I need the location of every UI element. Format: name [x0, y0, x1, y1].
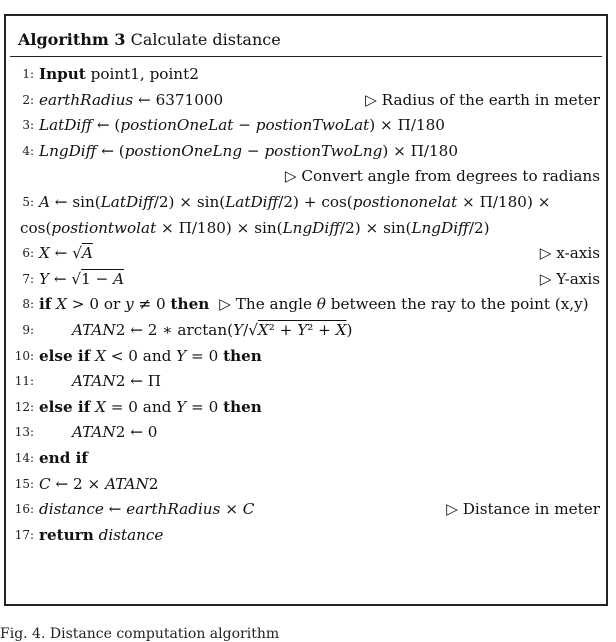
line-code: end if: [39, 448, 88, 467]
algorithm-line: [6, 139, 610, 165]
algorithm-line: [6, 497, 610, 523]
line-comment: ▷ Distance in meter: [446, 500, 600, 519]
algorithm-line: [6, 446, 610, 472]
line-code: A ← sin(LatDiff/2) × sin(LatDiff/2) + cos(postiononelat × Π/180) ×: [39, 192, 551, 211]
line-code: cos(postiontwolat × Π/180) × sin(LngDiff/2) × sin(LngDiff/2): [20, 218, 490, 237]
line-code: return distance: [39, 525, 164, 544]
line-comment: ▷ Y-axis: [539, 269, 600, 288]
line-number: 16:: [14, 502, 34, 517]
line-comment: ▷ Convert angle from degrees to radians: [284, 167, 600, 186]
algorithm-line: [6, 472, 610, 498]
line-code: Input point1, point2: [39, 65, 199, 83]
algorithm-line: [6, 164, 610, 190]
algorithm-line: [6, 216, 610, 242]
line-number: 11:: [14, 374, 34, 389]
algorithm-title: [18, 30, 281, 49]
line-code: LatDiff ← (postionOneLat − postionTwoLat) × Π/180: [39, 116, 445, 135]
line-number: 10:: [14, 348, 34, 363]
line-number: 12:: [14, 399, 34, 414]
algorithm-line: [6, 190, 610, 216]
line-code: distance ← earthRadius × C: [39, 500, 255, 519]
line-comment: ▷ Radius of the earth in meter: [365, 90, 600, 109]
title-divider: [10, 56, 602, 57]
algorithm-line: [6, 62, 610, 88]
line-number: 8:: [22, 297, 34, 312]
algorithm-line: [6, 292, 610, 318]
line-code: X ← √A: [39, 244, 93, 263]
algorithm-name: Calculate distance: [130, 30, 281, 49]
line-code: ATAN2 ← Π: [72, 372, 161, 391]
algorithm-line: [6, 318, 610, 344]
algorithm-line: [6, 88, 610, 114]
line-comment: ▷ The angle θ between the ray to the point (x,y): [219, 295, 589, 314]
algorithm-line: [6, 420, 610, 446]
algorithm-line: [6, 395, 610, 421]
line-number: 17:: [14, 527, 34, 542]
algorithm-line: [6, 241, 610, 267]
line-comment: ▷ x-axis: [539, 244, 600, 263]
line-number: 13:: [14, 425, 34, 440]
line-number: 7:: [22, 271, 34, 286]
line-code: else if X = 0 and Y = 0 then: [39, 397, 262, 416]
line-number: 5:: [22, 194, 34, 209]
figure-caption: Fig. 4. Distance computation algorithm: [0, 626, 280, 642]
line-number: 6:: [22, 246, 34, 261]
line-code: C ← 2 × ATAN2: [39, 474, 159, 493]
algorithm-line: [6, 369, 610, 395]
algorithm-line: [6, 113, 610, 139]
line-number: 9:: [22, 322, 34, 337]
line-code: LngDiff ← (postionOneLng − postionTwoLng) × Π/180: [39, 141, 458, 160]
line-number: 15:: [14, 476, 34, 491]
algorithm-box: [4, 14, 608, 606]
line-number: 2:: [22, 92, 34, 107]
line-code: if X > 0 or y ≠ 0 then ▷ The angle θ between the ray to the point (x,y): [39, 295, 589, 314]
line-code: ATAN2 ← 2 ∗ arctan(Y/√X² + Y² + X): [72, 320, 353, 339]
algorithm-line: [6, 523, 610, 549]
line-number: 1:: [22, 67, 34, 81]
algorithm-line: [6, 267, 610, 293]
line-number: 14:: [14, 450, 34, 465]
line-number: 4:: [22, 143, 34, 158]
line-number: 3:: [22, 118, 34, 133]
line-code: ATAN2 ← 0: [72, 423, 158, 442]
algorithm-lines: [6, 62, 610, 548]
line-code: earthRadius ← 6371000: [39, 90, 224, 109]
line-code: else if X < 0 and Y = 0 then: [39, 346, 262, 365]
line-code: Y ← √1 − A: [39, 269, 125, 288]
algorithm-label: Algorithm 3: [18, 30, 126, 49]
algorithm-line: [6, 344, 610, 370]
